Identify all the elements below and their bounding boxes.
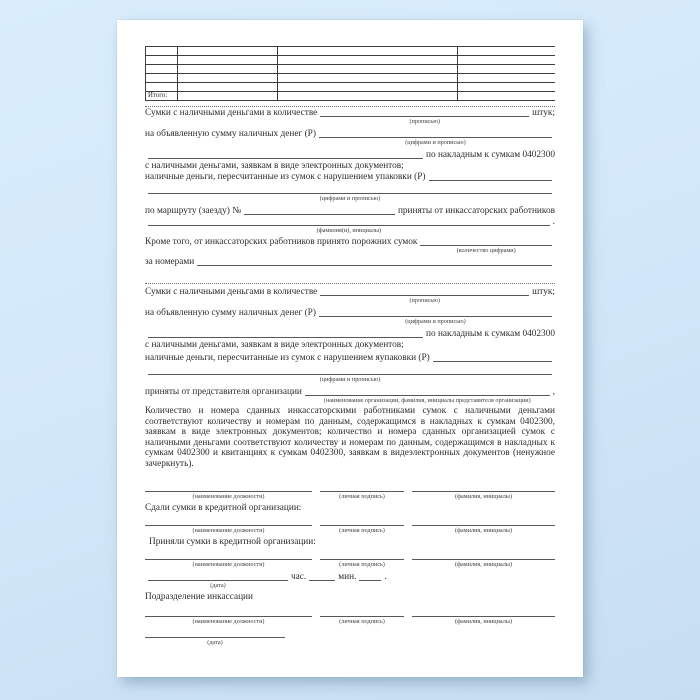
underline-field <box>305 395 550 404</box>
signature-row <box>145 480 555 500</box>
hint-label: (фамилия, инициалы) <box>454 526 513 534</box>
hint-label: (личная подпись) <box>339 617 385 625</box>
table-row <box>146 47 556 56</box>
line-text: наличные деньги, пересчитанные из сумок с нарушением яупаковки (Р) <box>145 353 430 363</box>
form-line-invoices <box>145 149 555 160</box>
form-line-recounted <box>145 171 555 182</box>
table-cell <box>178 56 278 65</box>
underline-field <box>148 193 552 202</box>
form-line-invoices-2 <box>145 328 555 339</box>
table-cell <box>458 47 556 56</box>
signature-row <box>145 514 555 534</box>
date-field <box>148 580 288 589</box>
name-field <box>412 525 555 534</box>
hint-label: (наименование должности) <box>192 560 265 568</box>
name-field <box>412 491 555 500</box>
document-page <box>117 20 583 677</box>
hint-label: (фамилия, инициалы) <box>454 492 513 500</box>
hint-label: (фамилия, инициалы) <box>454 617 513 625</box>
line-text: с наличными деньгами, заявкам в виде электронных документов; <box>145 161 404 171</box>
date-line <box>145 628 555 646</box>
hint-label: (наименование должности) <box>192 492 265 500</box>
underline-field <box>433 361 552 362</box>
table-cell <box>458 83 556 92</box>
line-text: с наличными деньгами, заявкам в виде электронных документов; <box>145 340 404 350</box>
line-text: приняты от представителя организации <box>145 387 302 397</box>
line-text: штук; <box>532 108 555 118</box>
underline-field <box>319 316 552 325</box>
name-field <box>412 559 555 568</box>
underline-field <box>148 225 550 234</box>
name-field <box>412 616 555 625</box>
signature-row <box>145 605 555 625</box>
underline-field <box>319 137 552 146</box>
signature-field <box>320 616 404 625</box>
underline-field <box>148 337 423 338</box>
line-text: Сумки с наличными деньгами в количестве <box>145 108 318 118</box>
signature-field <box>320 559 404 568</box>
table-cell <box>278 65 458 74</box>
table-cell <box>146 65 178 74</box>
table-cell <box>278 56 458 65</box>
table-cell <box>178 65 278 74</box>
table-cell <box>146 56 178 65</box>
totals-table <box>145 46 555 101</box>
line-text: приняты от инкассаторских работников <box>397 206 555 216</box>
line-text: штук; <box>532 287 555 297</box>
table-row <box>146 83 556 92</box>
paragraph-confirmation: Количество и номера сданных инкассаторскими работниками сумок с наличными деньгами соответствуют количеству и номерам по данным, содержащимся в накладных к сумкам 0402300, заявкам в виде электронных документов; количество и номера сданных организацией сумок с наличными деньгами соответствуют количеству и номерам по данным, содержащимся в накладных к сумкам 0402300 и квитанциях к сумкам 0402300, заявкам в видеэлектронных документов (ненужное зачеркнуть). <box>145 406 555 469</box>
hint-label: (наименование должности) <box>192 617 265 625</box>
hint-label: (цифрами и прописью) <box>405 318 466 325</box>
date-field <box>145 637 285 646</box>
division-label: Подразделение инкассации <box>145 591 253 602</box>
hint-label: (наименование организации, фамилия, инициалы представителя организации) <box>323 397 531 404</box>
underline-field <box>244 214 395 215</box>
form-line-bag-numbers <box>145 256 555 267</box>
form-line-org-rep <box>145 386 555 404</box>
form-line-route <box>145 205 555 216</box>
received-bags-label: Приняли сумки в кредитной организации: <box>149 536 316 547</box>
hint-label: (цифрами и прописью) <box>319 195 381 202</box>
form-line-continuation <box>145 184 555 202</box>
underline-field <box>429 180 553 181</box>
line-text: наличные деньги, пересчитанные из сумок с нарушением упаковки (Р) <box>145 172 426 182</box>
hint-label: (цифрами и прописью) <box>405 139 466 146</box>
line-text: по накладным к сумкам 0402300 <box>426 150 555 160</box>
table-cell <box>458 74 556 83</box>
form-line-collector-names <box>145 216 555 234</box>
table-row <box>146 65 556 74</box>
table-cell <box>458 65 556 74</box>
table-cell <box>278 74 458 83</box>
table-cell <box>458 56 556 65</box>
position-field <box>145 491 312 500</box>
minutes-field <box>359 580 381 581</box>
form-line-declared-sum <box>145 128 555 146</box>
hint-label: (личная подпись) <box>339 526 385 534</box>
form-line-bags-qty <box>145 107 555 125</box>
hint-label: (наименование должности) <box>192 526 265 534</box>
table-cell <box>178 83 278 92</box>
underline-field <box>320 295 529 304</box>
hours-field <box>309 580 335 581</box>
line-text: по накладным к сумкам 0402300 <box>426 329 555 339</box>
minutes-label: мин. <box>338 571 357 582</box>
form-line-edocs-2 <box>145 339 555 350</box>
form-line-bags-qty-2 <box>145 286 555 304</box>
form-line-recounted-2 <box>145 352 555 363</box>
hint-label: (дата) <box>207 638 223 646</box>
total-label-cell: Итого: <box>146 92 178 101</box>
underline-field <box>197 265 552 266</box>
table-cell <box>458 92 556 101</box>
signature-row <box>145 548 555 568</box>
line-text: за номерами <box>145 257 195 267</box>
form-line-empty-bags <box>145 236 555 254</box>
table-cell <box>278 92 458 101</box>
underline-field <box>320 116 529 125</box>
form-line-continuation-2 <box>145 365 555 383</box>
form-line-declared-sum-2 <box>145 307 555 325</box>
position-field <box>145 616 312 625</box>
signature-field <box>320 491 404 500</box>
table-cell <box>146 74 178 83</box>
position-field <box>145 525 312 534</box>
underline-field <box>148 374 552 383</box>
table-row <box>146 56 556 65</box>
table-cell <box>278 83 458 92</box>
hours-label: час. <box>291 571 307 582</box>
form-line-edocs <box>145 160 555 171</box>
table-cell <box>146 83 178 92</box>
line-text: . <box>384 571 387 582</box>
hint-label: (количество цифрами) <box>456 247 516 254</box>
table-cell <box>178 92 278 101</box>
table-total-row <box>146 92 556 101</box>
table-cell <box>146 47 178 56</box>
signature-field <box>320 525 404 534</box>
line-text: по маршруту (заезду) № <box>145 206 242 216</box>
table-row <box>146 74 556 83</box>
hint-label: (дата) <box>210 581 226 589</box>
underline-field <box>420 245 552 254</box>
handed-bags-label: Сдали сумки в кредитной организации: <box>145 502 302 513</box>
dotted-separator <box>145 283 555 284</box>
line-text: . <box>552 217 555 227</box>
hint-label: (фамилия, инициалы) <box>454 560 513 568</box>
hint-label: (цифрами и прописью) <box>319 376 381 383</box>
table-cell <box>178 74 278 83</box>
line-text: на объявленную сумму наличных денег (Р) <box>145 129 316 139</box>
hint-label: (личная подпись) <box>339 492 385 500</box>
line-text: на объявленную сумму наличных денег (Р) <box>145 308 316 318</box>
position-field <box>145 559 312 568</box>
table-cell <box>278 47 458 56</box>
hint-label: (прописью) <box>409 297 440 304</box>
hint-label: (личная подпись) <box>339 560 385 568</box>
line-text: Сумки с наличными деньгами в количестве <box>145 287 318 297</box>
hint-label: (прописью) <box>409 118 440 125</box>
line-text: Кроме того, от инкассаторских работников принято порожних сумок <box>145 237 418 247</box>
time-line <box>145 571 555 589</box>
line-text: , <box>552 387 555 397</box>
table-cell <box>178 47 278 56</box>
underline-field <box>148 158 423 159</box>
hint-label: (фамилия(и), инициалы) <box>316 227 382 234</box>
